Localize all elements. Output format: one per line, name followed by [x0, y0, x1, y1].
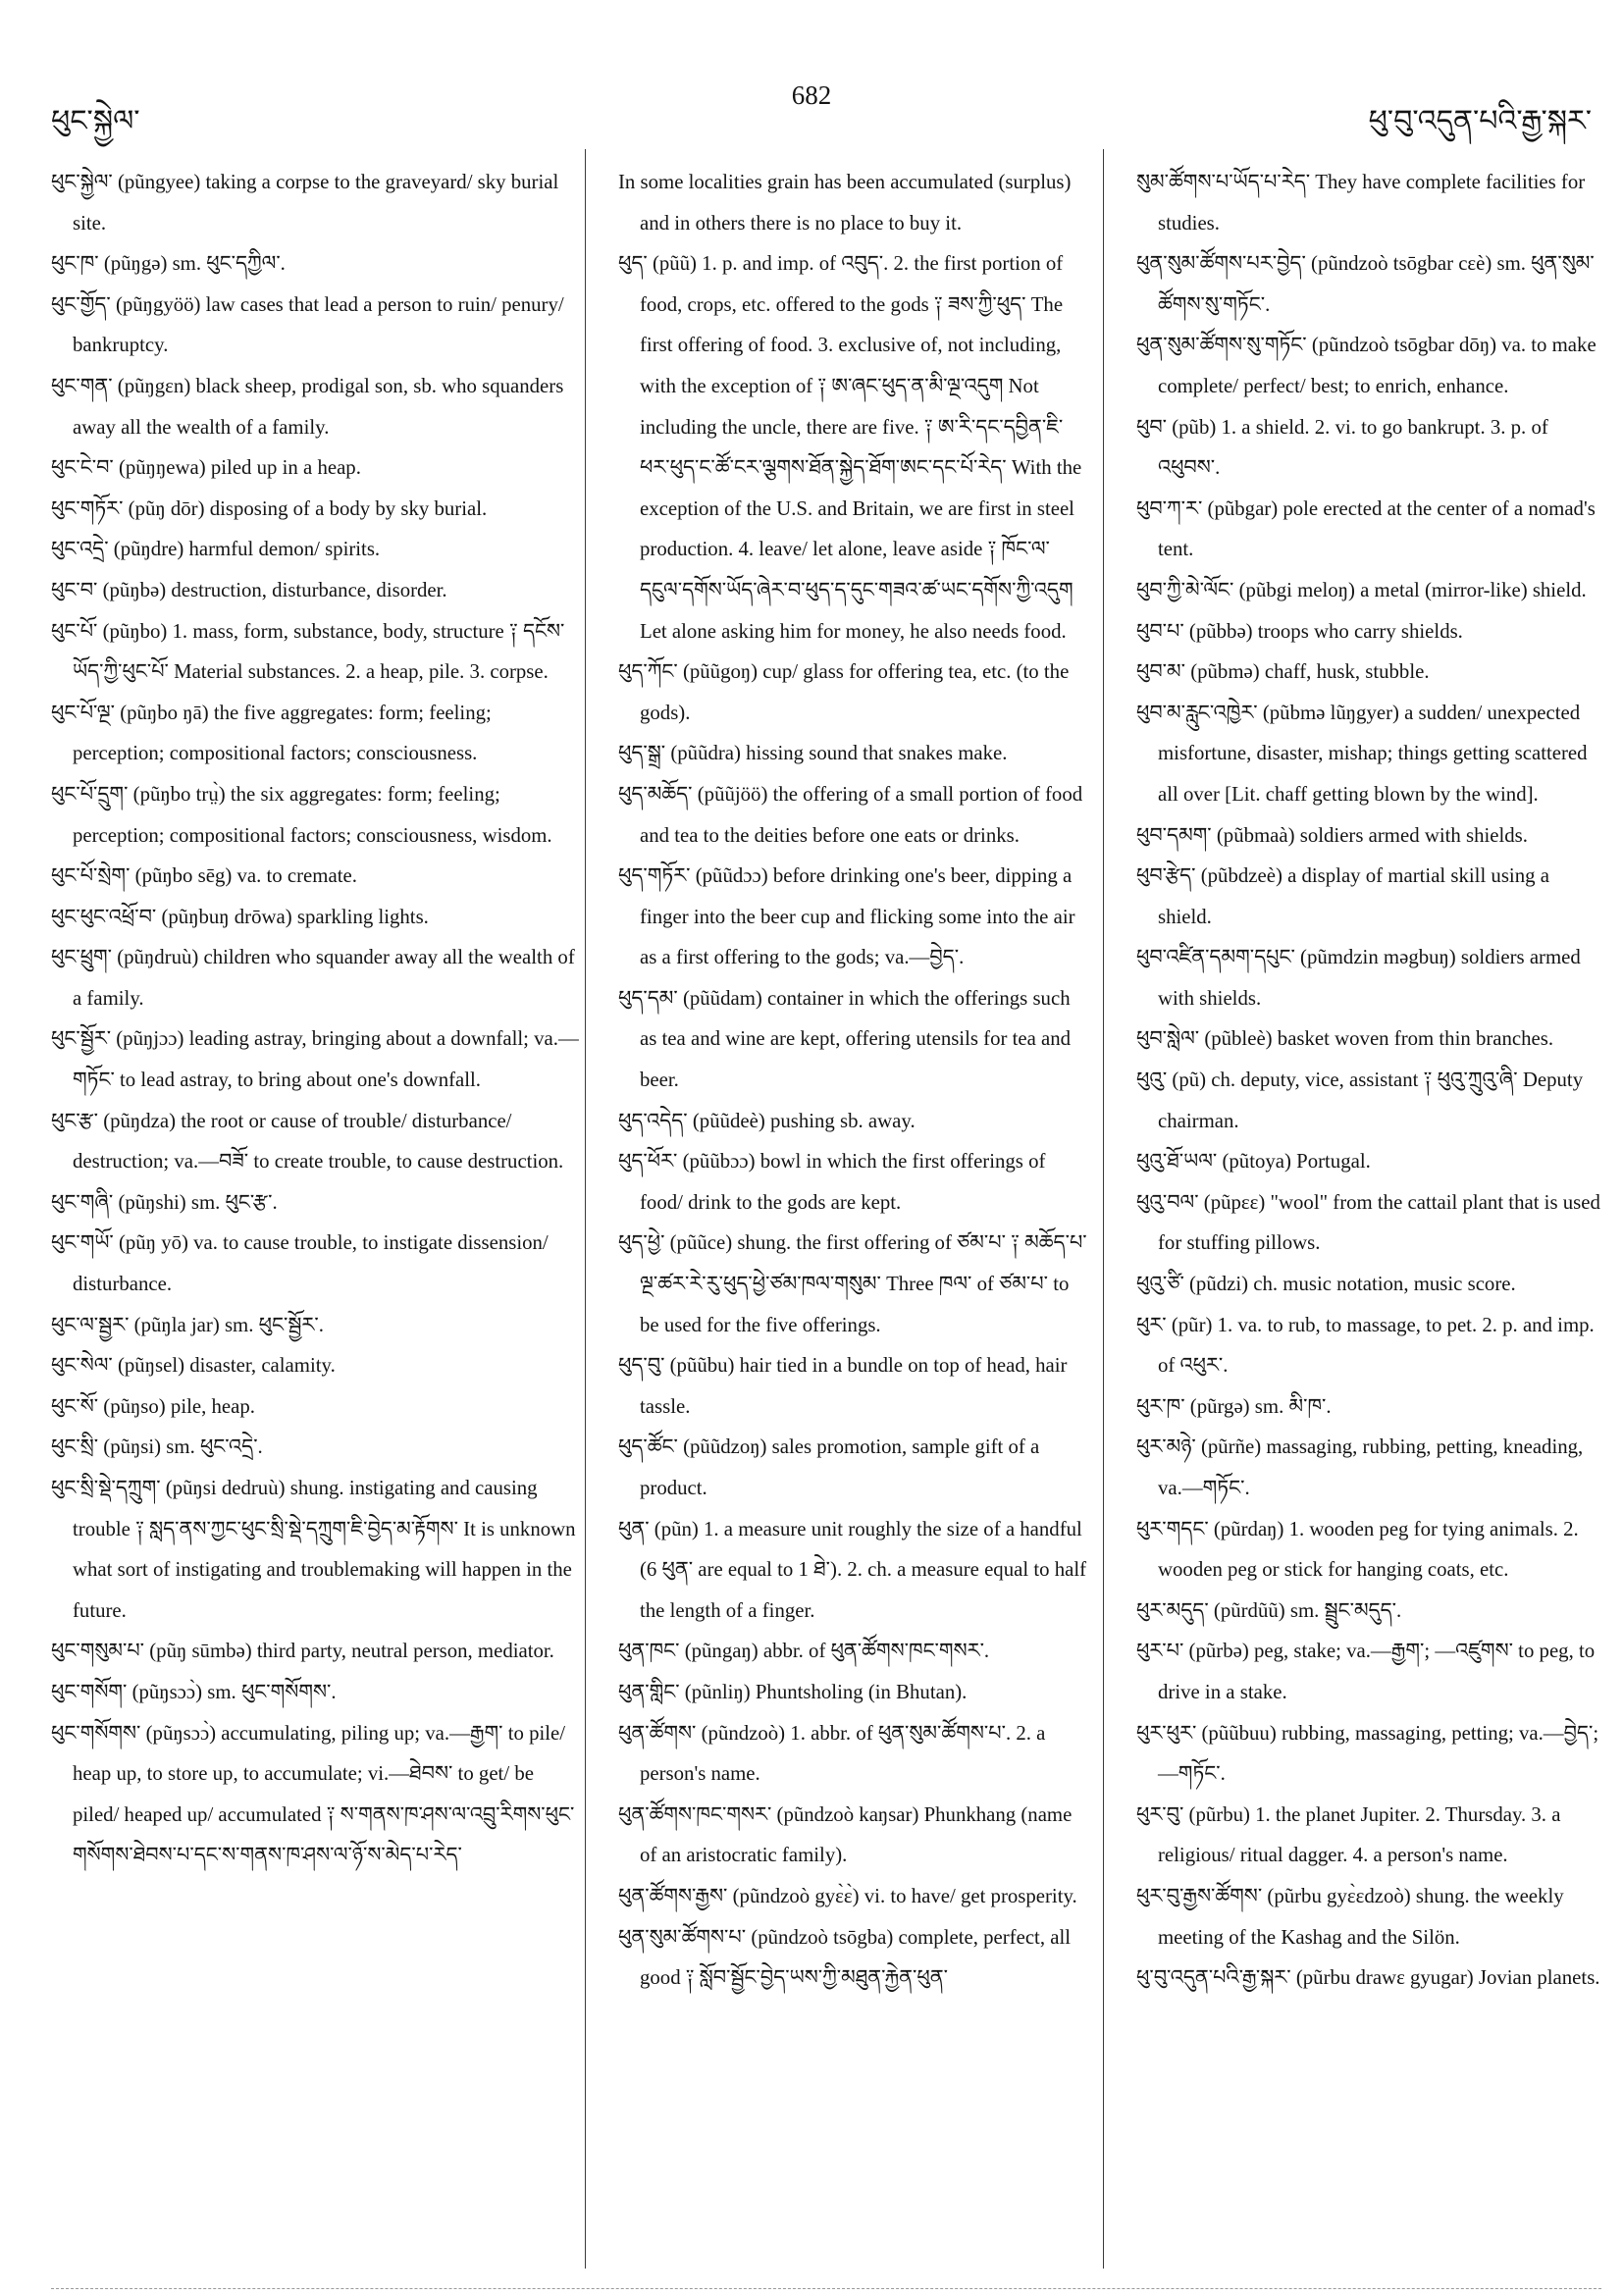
dictionary-entry: ཕུད་ཚོང་ (pũũdzoŋ) sales promotion, sample gift of a product. [618, 1435, 1040, 1499]
dictionary-entry: ཕུན་ཚོགས་རྒྱས་ (pũndzoò gyɛ̀ɛ̀) vi. to have/ get prosperity. [618, 1884, 1077, 1907]
dictionary-entry: ཕུར་ཁ་ (pũrgə) sm. མི་ཁ་. [1136, 1394, 1332, 1418]
dictionary-column-3 [1136, 162, 1601, 1999]
dictionary-entry: ཕུ་བུ་འདུན་པའི་རྒྱ་སྐར་ (pũrbu drawɛ gyugar) Jovian planets. [1136, 1966, 1600, 1990]
dictionary-entry: ཕུན་ (pũn) 1. a measure unit roughly the size of a handful (6 ཕུན་ are equal to 1 ཐེ་). 2. ch. a measure equal to half the length of a finger. [618, 1517, 1087, 1622]
dictionary-entry: ཕུང་གྱོད་ (pũŋgyöö) law cases that lead a person to ruin/ penury/ bankruptcy. [51, 292, 564, 357]
dictionary-entry: ཕུན་སུམ་ཚོགས་པ་ (pũndzoò tsōgba) complete, perfect, all good ༑ སློབ་སྦྱོང་བྱེད་ཡས་ཀྱི་མཐུན་རྐྱེན་ཕུན་ [618, 1925, 1072, 1990]
dictionary-entry: ཕུད་དམ་ (pũũdam) container in which the offerings such as tea and wine are kept, offering utensils for tea and beer. [618, 986, 1072, 1092]
dictionary-entry: In some localities grain has been accumulated (surplus) and in others there is no place to buy it. [618, 171, 1072, 235]
dictionary-entry: ཕུང་གཏོར་ (pũŋ dōr) disposing of a body by sky burial. [51, 496, 488, 520]
dictionary-entry: ཕུབ་པ་ (pũbbə) troops who carry shields. [1136, 619, 1463, 643]
dictionary-entry: ཕུན་ཚོགས་ (pũndzoò) 1. abbr. of ཕུན་སུམ་ཚོགས་པ་. 2. a person's name. [618, 1721, 1046, 1786]
dictionary-entry: ཕུའུ་ཐོ་ཡལ་ (pũtoya) Portugal. [1136, 1150, 1371, 1174]
dictionary-entry: ཕུབ་མ་རླུང་འཁྱེར་ (pũbmə lũŋgyer) a sudden/ unexpected misfortune, disaster, mishap; things getting scattered all over [Lit. chaff getting blown by the wind]. [1136, 701, 1588, 806]
dictionary-entry: ཕུའུ་ཙི་ (pũdzi) ch. music notation, music score. [1136, 1273, 1516, 1296]
dictionary-entry: ཕུང་གསུམ་པ་ (pũŋ sūmbə) third party, neutral person, mediator. [51, 1640, 554, 1663]
dictionary-entry: ཕུན་སུམ་ཚོགས་སུ་གཏོང་ (pũndzoò tsōgbar dōŋ) va. to make complete/ perfect/ best; to enrich, enhance. [1136, 334, 1597, 397]
dictionary-entry: ཕུན་ཁང་ (pũngaŋ) abbr. of ཕུན་ཚོགས་ཁང་གསར་. [618, 1640, 990, 1663]
column-divider [1103, 149, 1104, 2269]
dictionary-entry: ཕུབ་དམག་ (pũbmaà) soldiers armed with shields. [1136, 823, 1528, 847]
dictionary-entry: ཕུབ་རྩེད་ (pũbdzeè) a display of martial skill using a shield. [1136, 864, 1549, 928]
dictionary-entry: ཕུང་སེལ་ (pũŋsel) disaster, calamity. [51, 1354, 336, 1378]
dictionary-entry: ཕུང་རྩ་ (pũŋdza) the root or cause of trouble/ disturbance/ destruction; va.—བཟོ་ to create trouble, to cause destruction. [51, 1109, 564, 1174]
dictionary-entry: ཕུང་པོ་དྲུག་ (pũŋbo trṳ̀) the six aggregates: form; feeling; perception; compositional factors; consciousness, wisdom. [51, 782, 552, 847]
dictionary-entry: ཕུང་གསོག་ (pũŋsɔɔ̀) sm. ཕུང་གསོགས་. [51, 1680, 337, 1703]
dictionary-entry: ཕུད་ཀོང་ (pũũgoŋ) cup/ glass for offering tea, etc. (to the gods). [618, 660, 1070, 724]
dictionary-entry: ཕུར་མདུད་ (pũrdũũ) sm. སྦྲུང་མདུད་. [1136, 1598, 1402, 1622]
guide-word-left: ཕུང་སྐྱེལ་ [51, 105, 140, 137]
dictionary-entry: ཕུང་གན་ (pũŋgɛn) black sheep, prodigal son, sb. who squanders away all the wealth of a family. [51, 374, 564, 439]
dictionary-entry: ཕུང་གསོགས་ (pũŋsɔɔ̀) accumulating, piling up; va.—རྒྱག་ to pile/ heap up, to store up, to accumulate; vi.—ཐེབས་ to get/ be piled/ heaped up/ accumulated ༑ ས་གནས་ཁ་ཤས་ལ་འབྲུ་རིགས་ཕུང་གསོགས་ཐེབས་པ་དང་ས་གནས་ཁ་ཤས་ལ་ཉོ་ས་མེད་པ་རེད་ [51, 1721, 575, 1867]
dictionary-entry: ཕུད་ (pũũ) 1. p. and imp. of འབུད་. 2. the first portion of food, crops, etc. offered to the gods ༑ ཟས་ཀྱི་ཕུད་ The first offering of food. 3. exclusive of, not including, with the exception of ༑ ཨ་ཞང་ཕུད་ན་མི་ལྔ་འདུག Not including the uncle, there are five. ༑ ཨ་རི་དང་དབྱིན་ཇི་ཕར་ཕུད་ང་ཚོ་ངར་ལྕགས་ཐོན་སྐྱེད་ཐོག་ཨང་དང་པོ་རེད་ With the exception of the U.S. and Britain, we are first in steel production. 4. leave/ let alone, leave aside ༑ ཁོང་ལ་དངུལ་དགོས་ཡོད་ཞེར་བ་ཕུད་ད་དུང་གཟའ་ཚ་ཡང་དགོས་ཀྱི་འདུག Let alone asking him for money, he also needs food. [618, 252, 1082, 643]
dictionary-entry: ཕུང་གཡོ་ (pũŋ yō) va. to cause trouble, to instigate dissension/ disturbance. [51, 1231, 549, 1296]
dictionary-entry: ཕུན་ཚོགས་ཁང་གསར་ (pũndzoò kaŋsar) Phunkhang (name of an aristocratic family). [618, 1802, 1073, 1867]
dictionary-entry: ཕུད་མཆོད་ (pũũjöö) the offering of a small portion of food and tea to the deities before one eats or drinks. [618, 782, 1083, 847]
dictionary-entry: ཕུང་ཕྲུག་ (pũŋdruù) children who squander away all the wealth of a family. [51, 946, 575, 1010]
dictionary-entry: ཕུབ་ཀྱི་མེ་ལོང་ (pũbgi meloŋ) a metal (mirror-like) shield. [1136, 578, 1587, 601]
dictionary-entry: ཕུད་བུ་ (pũũbu) hair tied in a bundle on top of head, hair tassle. [618, 1354, 1068, 1418]
dictionary-entry: ཕུའུ་ (pũ) ch. deputy, vice, assistant ༑ ཕུའུ་ཀྲུའུ་ཞི་ Deputy chairman. [1136, 1069, 1584, 1132]
dictionary-entry: ཕུང་སྲི་སྡེ་དཀྲུག་ (pũŋsi dedruù) shung. instigating and causing trouble ༑ སླད་ནས་ཀྱང་ཕུང་སྲི་སྡེ་དཀྲུག་ཇི་བྱེད་མ་རྟོགས་ It is unknown what sort of instigating and troublemaking will happen in the future. [51, 1477, 576, 1622]
dictionary-entry: ཕུང་ངེ་བ་ (pũŋŋewa) piled up in a heap. [51, 456, 361, 480]
dictionary-entry: ཕུང་སྐྱེལ་ (pũngyee) taking a corpse to the graveyard/ sky burial site. [51, 171, 559, 235]
dictionary-entry: ཕུང་སྲི་ (pũŋsi) sm. ཕུང་འདྲེ་. [51, 1435, 263, 1459]
dictionary-entry: ཕུབ་ཀ་ར་ (pũbgar) pole erected at the center of a nomad's tent. [1136, 496, 1596, 561]
dictionary-entry: ཕུད་འདེད་ (pũũdeè) pushing sb. away. [618, 1109, 916, 1132]
dictionary-entry: ཕུང་གཞི་ (pũŋshi) sm. ཕུང་རྩ་. [51, 1190, 278, 1214]
dictionary-entry: ཕུབ་མ་ (pũbmə) chaff, husk, stubble. [1136, 660, 1430, 684]
dictionary-entry: ཕུན་སུམ་ཚོགས་པར་བྱེད་ (pũndzoò tsōgbar cɛè) sm. ཕུན་སུམ་ཚོགས་སུ་གཏོང་. [1136, 252, 1595, 316]
dictionary-entry: ཕུར་བུ་ (pũrbu) 1. the planet Jupiter. 2. Thursday. 3. a religious/ ritual dagger. 4. a person's name. [1136, 1802, 1561, 1867]
dictionary-entry: ཕུར་ཕུར་ (pũũbuu) rubbing, massaging, petting; va.—བྱེད་; —གཏོང་. [1136, 1721, 1599, 1786]
dictionary-entry: ཕུང་ལ་སྦྱར་ (pũŋla jar) sm. ཕུང་སྦྱོར་. [51, 1313, 324, 1336]
column-divider [585, 149, 586, 2269]
dictionary-entry: ཕུད་ཕྱེ་ (pũũce) shung. the first offering of ཙམ་པ་ ༑ མཆོད་པ་ལྔ་ཚར་རེ་རུ་ཕུད་ཕྱེ་ཙམ་ཁལ་གསུམ་ Three ཁལ་ of ཙམ་པ་ to be used for the five offerings. [618, 1231, 1087, 1336]
guide-word-right: ཕུ་བུ་འདུན་པའི་རྒྱ་སྐར་ [1368, 105, 1592, 137]
dictionary-entry: ཕུང་ཁ་ (pũŋgə) sm. ཕུང་དཀྱིལ་. [51, 252, 286, 276]
dictionary-entry: ཕུར་བུ་རྒྱས་ཚོགས་ (pũrbu gyɛ̀ɛdzoò) shung. the weekly meeting of the Kashag and the Silön. [1136, 1884, 1564, 1949]
dictionary-entry: ཕུང་སོ་ (pũŋso) pile, heap. [51, 1394, 255, 1418]
footer-rule [51, 2288, 1601, 2289]
dictionary-entry: ཕུར་ (pũr) 1. va. to rub, to massage, to pet. 2. p. and imp. of འཕུར་. [1136, 1313, 1595, 1378]
dictionary-entry: སུམ་ཚོགས་པ་ཡོད་པ་རེད་ They have complete facilities for studies. [1136, 171, 1586, 235]
dictionary-entry: ཕུང་བ་ (pũŋbə) destruction, disturbance, disorder. [51, 578, 447, 601]
dictionary-entry: ཕུད་ཕོར་ (pũũbɔɔ) bowl in which the first offerings of food/ drink to the gods are kept. [618, 1150, 1046, 1214]
dictionary-entry: ཕུན་གླིང་ (pũnliŋ) Phuntsholing (in Bhutan). [618, 1680, 968, 1703]
dictionary-entry: ཕུར་གདང་ (pũrdaŋ) 1. wooden peg for tying animals. 2. wooden peg or stick for hanging coats, etc. [1136, 1517, 1579, 1582]
dictionary-entry: ཕུང་སྦྱོར་ (pũŋjɔɔ) leading astray, bringing about a downfall; va.—གཏོང་ to lead astray, to bring about one's downfall. [51, 1027, 579, 1092]
dictionary-entry: ཕུང་འདྲེ་ (pũŋdre) harmful demon/ spirits. [51, 538, 381, 561]
dictionary-entry: ཕུབ་འཛིན་དམག་དཔུང་ (pũmdzin məgbuŋ) soldiers armed with shields. [1136, 946, 1581, 1010]
dictionary-entry: ཕུང་པོ་སྲེག་ (pũŋbo sēg) va. to cremate. [51, 864, 357, 888]
dictionary-column-1 [51, 162, 581, 1876]
page-number: 682 [791, 80, 832, 110]
dictionary-entry: ཕུང་པོ་ (pũŋbo) 1. mass, form, substance, body, structure ༑ དངོས་ཡོད་ཀྱི་ཕུང་པོ་ Material substances. 2. a heap, pile. 3. corpse. [51, 619, 565, 684]
dictionary-entry: ཕུང་པོ་ལྔ་ (pũŋbo ŋā) the five aggregates: form; feeling; perception; compositional factors; consciousness. [51, 701, 492, 765]
dictionary-entry: ཕུབ་སླེལ་ (pũbleè) basket woven from thin branches. [1136, 1027, 1554, 1051]
dictionary-entry: ཕུད་གཏོར་ (pũũdɔɔ) before drinking one's beer, dipping a finger into the beer cup and flicking some into the air as a first offering to the gods; va.—བྱེད་. [618, 864, 1075, 969]
dictionary-entry: ཕུང་ཕུང་འཕྲོ་བ་ (pũŋbuŋ drōwa) sparkling lights. [51, 905, 429, 928]
dictionary-column-2 [618, 162, 1087, 1999]
dictionary-entry: ཕུབ་ (pũb) 1. a shield. 2. vi. to go bankrupt. 3. p. of འཕུབས་. [1136, 415, 1548, 480]
dictionary-entry: ཕུར་མཉེ་ (pũrñe) massaging, rubbing, petting, kneading, va.—གཏོང་. [1136, 1435, 1584, 1499]
dictionary-entry: ཕུད་སྒྲ་ (pũũdra) hissing sound that snakes make. [618, 742, 1008, 765]
dictionary-entry: ཕུར་པ་ (pũrbə) peg, stake; va.—རྒྱག་; —འཛུགས་ to peg, to drive in a stake. [1136, 1640, 1596, 1703]
dictionary-entry: ཕུའུ་བལ་ (pũpɛɛ) "wool" from the cattail plant that is used for stuffing pillows. [1136, 1190, 1600, 1255]
